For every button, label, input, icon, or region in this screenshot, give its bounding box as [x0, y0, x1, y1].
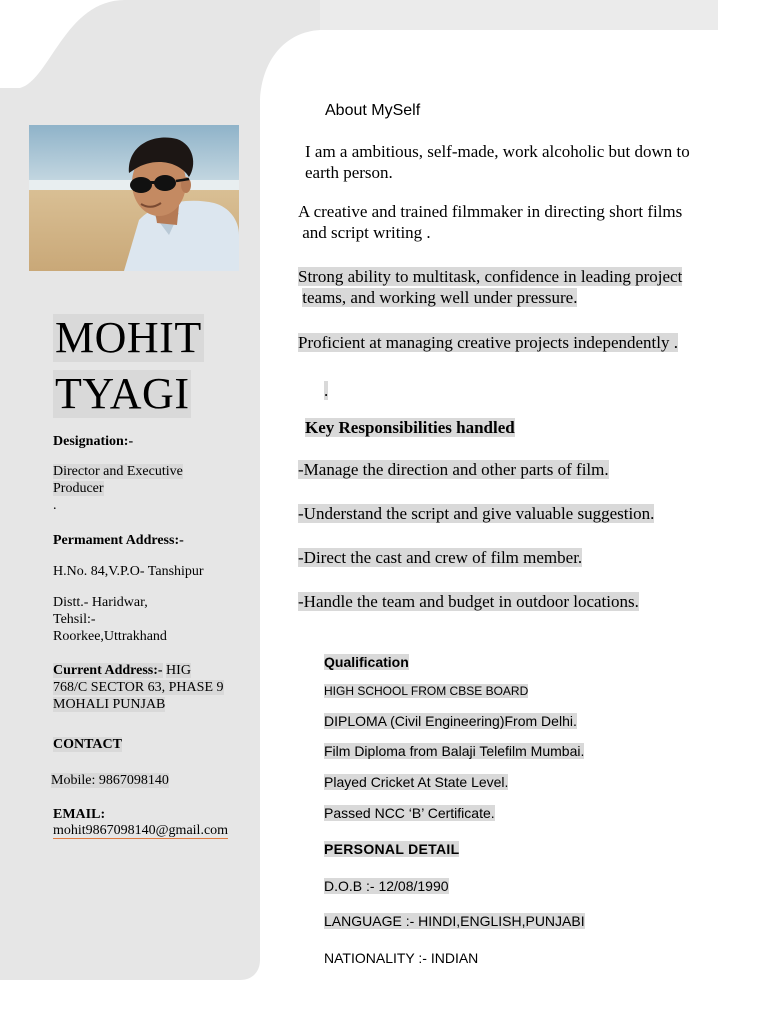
name-last: TYAGI [55, 369, 190, 418]
dob: D.O.B :- 12/08/1990 [324, 878, 449, 894]
email-address[interactable]: mohit9867098140@gmail.com [53, 823, 229, 838]
email-label: EMAIL: [53, 807, 106, 822]
qualification-title: Qualification [324, 654, 409, 670]
about-title: About MySelf [325, 102, 421, 119]
about-paragraph-4: Proficient at managing creative projects independently . [298, 333, 679, 352]
qualification-item: HIGH SCHOOL FROM CBSE BOARD [324, 684, 529, 698]
designation-value: Director and Executive Producer . [53, 464, 183, 513]
qualification-item: Played Cricket At State Level. [324, 774, 509, 790]
responsibility-item: -Understand the script and give valuable suggestion. [298, 504, 655, 523]
personal-title: PERSONAL DETAIL [324, 841, 460, 857]
responsibility-item: -Direct the cast and crew of film member. [298, 548, 583, 567]
current-address: Current Address:- HIG 768/C SECTOR 63, PHASE 9 MOHALI PUNJAB [53, 663, 224, 712]
responsibility-item: -Handle the team and budget in outdoor locations. [298, 592, 639, 611]
qualification-item: Film Diploma from Balaji Telefilm Mumbai. [324, 743, 585, 759]
nationality: NATIONALITY :- INDIAN [324, 950, 479, 966]
qualification-item: DIPLOMA (Civil Engineering)From Delhi. [324, 713, 577, 729]
name-first: MOHIT [55, 313, 202, 362]
permanent-address-rest: Distt.- Haridwar, Tehsil:- Roorkee,Uttrakhand [53, 595, 167, 644]
profile-photo [29, 125, 239, 271]
qualification-item: Passed NCC ‘B’ Certificate. [324, 805, 495, 821]
responsibilities-title: Key Responsibilities handled [305, 418, 515, 437]
mobile-number: Mobile: 9867098140 [51, 773, 169, 788]
language: LANGUAGE :- HINDI,ENGLISH,PUNJABI [324, 913, 585, 929]
stray-dot: . [324, 381, 329, 400]
responsibility-item: -Manage the direction and other parts of film. [298, 460, 609, 479]
permanent-address-line1: H.No. 84,V.P.O- Tanshipur [53, 564, 204, 579]
about-paragraph-1: I am a ambitious, self-made, work alcoholic but down to earth person. [305, 142, 690, 182]
designation-label: Designation:- [53, 434, 134, 449]
permanent-address-label: Permament Address:- [53, 533, 184, 548]
contact-label: CONTACT [53, 737, 122, 752]
about-paragraph-3: Strong ability to multitask, confidence in leading project teams, and working well under pressure. [298, 267, 683, 307]
about-paragraph-2: A creative and trained filmmaker in directing short films and script writing . [298, 202, 683, 242]
